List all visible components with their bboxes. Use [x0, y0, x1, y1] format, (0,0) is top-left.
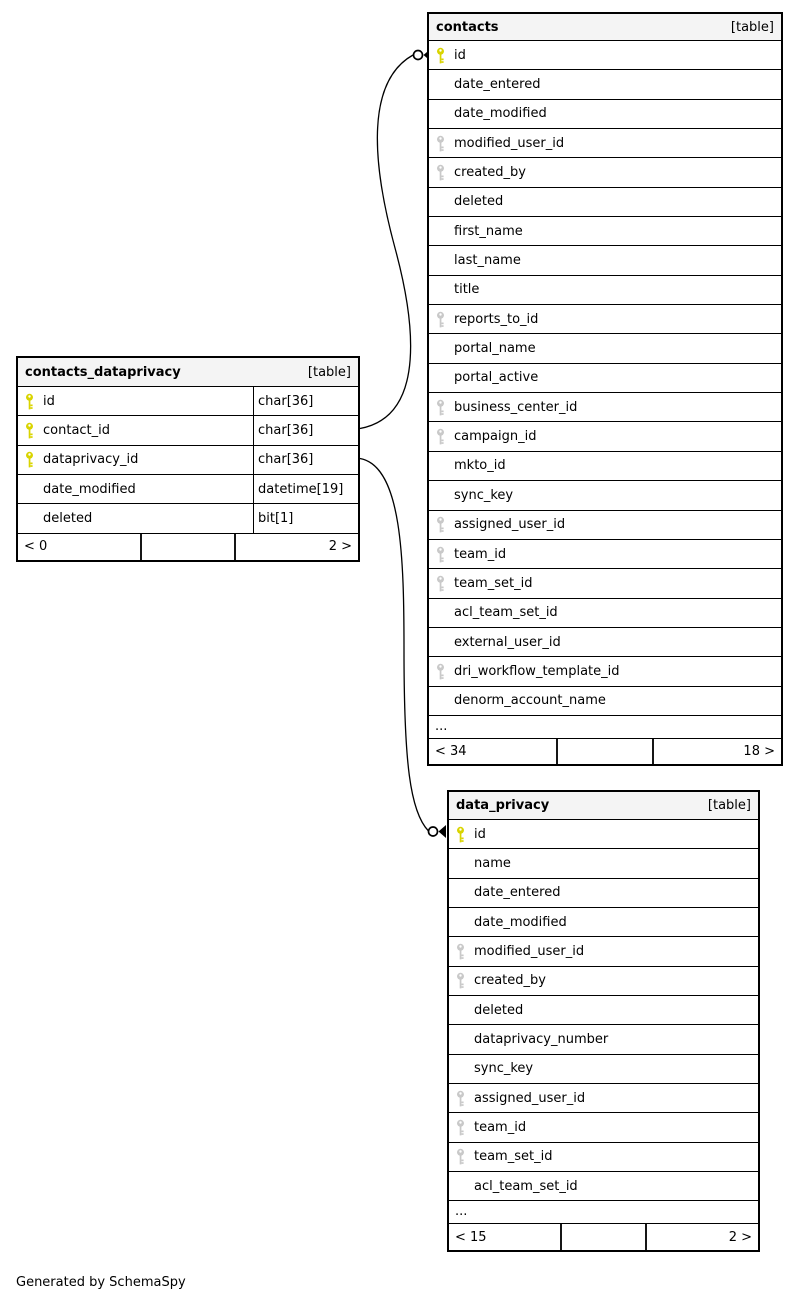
column-row-team_id — [429, 540, 781, 569]
footer-middle — [560, 1224, 647, 1250]
column-name-cell — [429, 393, 781, 421]
column-row-portal_active — [429, 364, 781, 393]
column-name-cell — [449, 1084, 758, 1112]
column-row-team_set_id — [429, 569, 781, 598]
column-name-cell — [429, 305, 781, 333]
primary-key-icon — [24, 393, 35, 410]
column-name-cell — [429, 687, 781, 715]
column-row-deleted — [429, 188, 781, 217]
column-row-date_modified — [18, 475, 358, 504]
column-name: assigned_user_id — [474, 1090, 586, 1106]
foreign-key-icon — [455, 972, 466, 989]
column-row-denorm_account_name — [429, 687, 781, 716]
foreign-key-icon — [435, 311, 446, 328]
column-name-cell — [18, 475, 253, 503]
column-row-contact_id — [18, 416, 358, 445]
column-name-cell — [449, 1025, 758, 1053]
column-name: date_modified — [474, 914, 567, 930]
table-header — [429, 14, 781, 41]
column-row-dri_workflow_template_id — [429, 657, 781, 686]
column-row-date_modified — [449, 908, 758, 937]
column-name-cell — [429, 129, 781, 157]
foreign-key-icon — [435, 428, 446, 445]
column-name-cell — [429, 599, 781, 627]
edge-contacts_dataprivacy-contact_id-to-contacts-id — [360, 49, 431, 429]
table-type-tag: [table] — [307, 364, 351, 380]
column-name: deleted — [454, 194, 504, 210]
column-name: dataprivacy_id — [43, 452, 139, 468]
column-name-cell — [449, 996, 758, 1024]
column-row-assigned_user_id — [449, 1084, 758, 1113]
key-spacer — [455, 1060, 466, 1077]
column-name: deleted — [43, 511, 93, 527]
column-row-reports_to_id — [429, 305, 781, 334]
column-name: modified_user_id — [454, 135, 565, 151]
edge-circle-endpoint — [414, 51, 423, 60]
edge-circle-endpoint — [429, 827, 438, 836]
column-name: campaign_id — [454, 429, 537, 445]
key-spacer — [435, 193, 446, 210]
column-name: dataprivacy_number — [474, 1032, 609, 1048]
column-name-cell — [18, 504, 253, 532]
table-footer — [429, 739, 781, 764]
column-name: title — [454, 282, 480, 298]
key-spacer — [455, 914, 466, 931]
column-name: acl_team_set_id — [454, 605, 558, 621]
foreign-key-icon — [455, 1119, 466, 1136]
column-name: last_name — [454, 253, 521, 269]
column-row-modified_user_id — [429, 129, 781, 158]
key-spacer — [455, 884, 466, 901]
column-name-cell — [429, 70, 781, 98]
foreign-key-icon — [435, 663, 446, 680]
column-name-cell — [429, 540, 781, 568]
foreign-key-icon — [435, 164, 446, 181]
key-spacer — [435, 457, 446, 474]
key-spacer — [435, 223, 446, 240]
key-spacer — [455, 1002, 466, 1019]
column-name-cell — [429, 246, 781, 274]
table-name-contacts[interactable]: contacts — [436, 19, 499, 35]
column-name-cell — [449, 967, 758, 995]
column-type: char[36] — [253, 416, 358, 444]
key-spacer — [435, 634, 446, 651]
column-row-mkto_id — [429, 452, 781, 481]
column-row-external_user_id — [429, 628, 781, 657]
column-type: char[36] — [253, 387, 358, 415]
column-name-cell — [429, 41, 781, 69]
column-name: date_modified — [454, 106, 547, 122]
column-row-deleted — [449, 996, 758, 1025]
column-name-cell — [429, 188, 781, 216]
table-name-data_privacy[interactable]: data_privacy — [456, 798, 550, 813]
key-spacer — [435, 487, 446, 504]
key-spacer — [455, 1031, 466, 1048]
truncated-columns-row: ... — [429, 716, 781, 739]
footer-degree-right: 2 > — [728, 1229, 752, 1245]
edge-line — [360, 55, 413, 429]
foreign-key-icon — [435, 135, 446, 152]
column-name: mkto_id — [454, 458, 506, 474]
column-name-cell — [429, 276, 781, 304]
column-name: denorm_account_name — [454, 693, 606, 709]
key-spacer — [435, 604, 446, 621]
column-row-campaign_id — [429, 422, 781, 451]
column-name: team_set_id — [454, 575, 533, 591]
key-spacer — [435, 340, 446, 357]
column-name-cell — [429, 422, 781, 450]
column-name: team_id — [454, 546, 507, 562]
column-name: acl_team_set_id — [474, 1178, 578, 1194]
column-name-cell — [449, 879, 758, 907]
column-name: created_by — [474, 973, 546, 989]
column-name: deleted — [474, 1002, 524, 1018]
footer-degree-right: 2 > — [328, 539, 352, 555]
key-spacer — [24, 510, 35, 527]
column-name: id — [43, 393, 55, 409]
foreign-key-icon — [435, 399, 446, 416]
column-name-cell — [449, 937, 758, 965]
column-type: datetime[19] — [253, 475, 358, 503]
column-row-last_name — [429, 246, 781, 275]
column-name-cell — [449, 1055, 758, 1083]
column-row-date_entered — [429, 70, 781, 99]
key-spacer — [435, 281, 446, 298]
column-name-cell — [449, 849, 758, 877]
column-name-cell — [429, 334, 781, 362]
column-row-id — [449, 820, 758, 849]
column-name: id — [454, 47, 466, 63]
column-name: name — [474, 856, 511, 872]
key-spacer — [455, 1178, 466, 1195]
column-row-date_modified — [429, 100, 781, 129]
column-row-sync_key — [429, 481, 781, 510]
table-header — [18, 358, 358, 387]
footer-degree-right: 18 > — [743, 743, 775, 759]
footer-middle — [556, 739, 655, 764]
column-row-id — [18, 387, 358, 416]
column-name-cell — [429, 100, 781, 128]
column-row-first_name — [429, 217, 781, 246]
table-footer — [449, 1224, 758, 1250]
key-spacer — [435, 369, 446, 386]
footer-middle — [140, 534, 235, 560]
column-name-cell — [18, 387, 253, 415]
column-name: id — [474, 826, 486, 842]
column-name-cell — [429, 481, 781, 509]
footer-degree-left: < 34 — [435, 743, 467, 759]
column-name: modified_user_id — [474, 944, 585, 960]
column-name-cell — [429, 657, 781, 685]
column-name-cell — [429, 452, 781, 480]
foreign-key-icon — [455, 943, 466, 960]
column-name: date_entered — [454, 77, 541, 93]
table-type-tag: [table] — [707, 798, 751, 813]
column-name-cell — [429, 511, 781, 539]
key-spacer — [435, 692, 446, 709]
edge-line — [360, 459, 429, 832]
column-name-cell — [449, 908, 758, 936]
foreign-key-icon — [435, 575, 446, 592]
foreign-key-icon — [455, 1148, 466, 1165]
generated-by-note: Generated by SchemaSpy — [16, 1275, 186, 1290]
column-name: contact_id — [43, 423, 111, 439]
column-name-cell — [449, 1172, 758, 1200]
column-name-cell — [429, 628, 781, 656]
column-name: first_name — [454, 223, 523, 239]
column-name: portal_active — [454, 370, 539, 386]
column-name: portal_name — [454, 341, 536, 357]
column-name-cell — [449, 820, 758, 848]
column-row-dataprivacy_id — [18, 446, 358, 475]
primary-key-icon — [24, 451, 35, 468]
column-row-modified_user_id — [449, 937, 758, 966]
column-name-cell — [18, 446, 253, 474]
column-name-cell — [429, 158, 781, 186]
footer-degree-left: < 15 — [455, 1229, 487, 1245]
column-row-acl_team_set_id — [429, 599, 781, 628]
column-name-cell — [18, 416, 253, 444]
key-spacer — [435, 105, 446, 122]
column-row-name — [449, 849, 758, 878]
key-spacer — [24, 481, 35, 498]
table-node-data_privacy — [447, 790, 760, 1252]
column-row-created_by — [429, 158, 781, 187]
table-node-contacts — [427, 12, 783, 766]
column-name: reports_to_id — [454, 311, 539, 327]
column-row-team_set_id — [449, 1143, 758, 1172]
table-header — [449, 792, 758, 820]
foreign-key-icon — [435, 516, 446, 533]
column-row-created_by — [449, 967, 758, 996]
primary-key-icon — [435, 47, 446, 64]
table-name-contacts_dataprivacy[interactable]: contacts_dataprivacy — [25, 364, 181, 380]
table-footer — [18, 534, 358, 560]
column-row-business_center_id — [429, 393, 781, 422]
column-name-cell — [449, 1143, 758, 1171]
column-name: sync_key — [454, 487, 514, 503]
column-name: sync_key — [474, 1061, 534, 1077]
column-row-assigned_user_id — [429, 511, 781, 540]
column-name-cell — [429, 217, 781, 245]
column-name: business_center_id — [454, 399, 578, 415]
column-name: dri_workflow_template_id — [454, 663, 620, 679]
column-name: external_user_id — [454, 634, 561, 650]
column-name-cell — [449, 1113, 758, 1141]
column-row-deleted — [18, 504, 358, 533]
primary-key-icon — [24, 422, 35, 439]
foreign-key-icon — [435, 546, 446, 563]
column-name: created_by — [454, 165, 526, 181]
column-row-portal_name — [429, 334, 781, 363]
footer-degree-left: < 0 — [24, 539, 48, 555]
column-name-cell — [429, 569, 781, 597]
column-name: team_id — [474, 1120, 527, 1136]
column-type: bit[1] — [253, 504, 358, 532]
key-spacer — [435, 76, 446, 93]
edge-arrowhead — [439, 825, 447, 838]
column-row-id — [429, 41, 781, 70]
column-row-sync_key — [449, 1055, 758, 1084]
column-row-dataprivacy_number — [449, 1025, 758, 1054]
column-name: assigned_user_id — [454, 517, 566, 533]
column-row-title — [429, 276, 781, 305]
column-row-acl_team_set_id — [449, 1172, 758, 1201]
primary-key-icon — [455, 826, 466, 843]
column-name: date_modified — [43, 481, 136, 497]
truncated-columns-row: ... — [449, 1201, 758, 1224]
column-row-team_id — [449, 1113, 758, 1142]
table-node-contacts_dataprivacy — [16, 356, 360, 562]
column-name: date_entered — [474, 885, 561, 901]
key-spacer — [455, 855, 466, 872]
column-name-cell — [429, 364, 781, 392]
foreign-key-icon — [455, 1090, 466, 1107]
column-row-date_entered — [449, 879, 758, 908]
table-type-tag: [table] — [730, 19, 774, 35]
column-name: team_set_id — [474, 1149, 553, 1165]
key-spacer — [435, 252, 446, 269]
column-type: char[36] — [253, 446, 358, 474]
